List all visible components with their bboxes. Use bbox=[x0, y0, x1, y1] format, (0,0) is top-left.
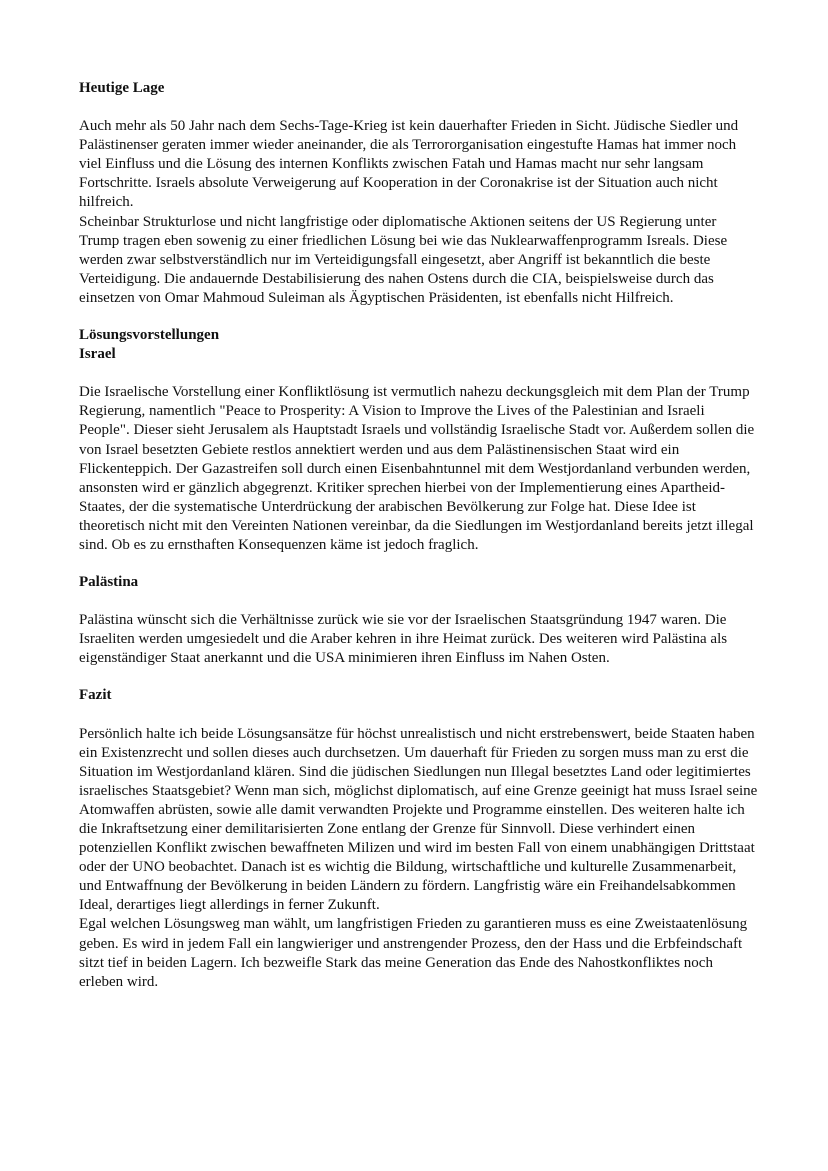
section-heading-loesungsvorstellungen: Lösungsvorstellungen bbox=[79, 327, 220, 344]
paragraph-fazit-2: Egal welchen Lösungsweg man wählt, um langfristigen Frieden zu garantieren muss es eine Zweistaatenlösung geben. Es wird in jedem Fall ein langwieriger und anstrengender Prozess, den der Hass und die Erbfeindschaft sitzt tief in beiden Lagern. Ich bezweifle Stark das meine Generation das Ende des Nahostkonfliktes noch erleben wird. bbox=[79, 916, 748, 990]
paragraph-israel: Die Israelische Vorstellung einer Konfliktlösung ist vermutlich nahezu deckungsgleich mit dem Plan der Trump Regierung, namentlich "Peace to Prosperity: A Vision to Improve the Lives of the Palestinian and Israeli People". Dieser sieht Jerusalem als Hauptstadt Israels und vollständig Israelische Stadt vor. Außerdem sollen die von Israel besetzten Gebiete restlos annektiert werden und aus dem Palästinensischen Staat wird ein Flickenteppich. Der Gazastreifen soll durch einen Eisenbahntunnel mit dem Westjordanland verbunden werden, ansonsten wird er gänzlich abgegrenzt. Kritiker sprechen hierbei von der Implementierung eines Apartheid-Staates, der die systematische Unterdrückung der arabischen Bevölkerung zur Folge hat. Diese Idee ist theoretisch nicht mit den Vereinten Nationen vereinbar, da die Siedlungen im Westjordanland bereits jetzt illegal sind. Ob es zu ernsthaften Konsequenzen käme ist jedoch fraglich. bbox=[79, 384, 755, 553]
document-body bbox=[79, 79, 759, 992]
section-heading-palaestina: Palästina bbox=[79, 574, 139, 591]
paragraph-palaestina: Palästina wünscht sich die Verhältnisse zurück wie sie vor der Israelischen Staatsgründung 1947 waren. Die Israeliten werden umgesiedelt und die Araber kehren in ihre Heimat zurück. Des weiteren wird Palästina als eigenständiger Staat anerkannt und die USA minimieren ihren Einfluss im Nahen Osten. bbox=[79, 612, 728, 667]
paragraph-fazit-1: Persönlich halte ich beide Lösungsansätze für höchst unrealistisch und nicht erstrebenswert, beide Staaten haben ein Existenzrecht und sollen dieses auch durchsetzen. Um dauerhaft für Frieden zu sorgen muss man zu erst die Situation im Westjordanland klären. Sind die jüdischen Siedlungen nun Illegal besetztes Land oder legitimiertes israelisches Staatsgebiet? Wenn man sich, möglichst diplomatisch, auf eine Grenze geeinigt hat muss Israel seine Atomwaffen abrüsten, sowie alle damit verwandten Projekte und Programme einstellen. Des weiteren halte ich die Inkraftsetzung einer demilitarisierten Zone entlang der Grenze für Sinnvoll. Diese verhindert einen potenziellen Konflikt zwischen bewaffneten Milizen und wird im besten Fall von einem unabhängigen Drittstaat oder der UNO beobachtet. Danach ist es wichtig die Bildung, wirtschaftliche und kulturelle Zusammenarbeit, und Entwaffnung der Bevölkerung in beiden Ländern zu fördern. Langfristig wäre ein Freihandelsabkommen Ideal, derartiges liegt allerdings in ferner Zukunft. bbox=[79, 725, 758, 914]
paragraph-heutige-lage-2: Scheinbar Strukturlose und nicht langfristige oder diplomatische Aktionen seitens der US Regierung unter Trump tragen eben sowenig zu einer friedlichen Lösung bei wie das Nuklearwaffenprogramm Isreals. Diese werden zwar selbstverständlich nur im Verteidigungsfall eingesetzt, aber Angriff ist bekanntlich die beste Verteidigung. Die andauernde Destabilisierung des nahen Ostens durch die CIA, beispielsweise durch das einsetzen von Omar Mahmoud Suleiman als Ägyptischen Präsidenten, ist ebenfalls nicht Hilfreich. bbox=[79, 213, 728, 306]
paragraph-heutige-lage-1: Auch mehr als 50 Jahr nach dem Sechs-Tage-Krieg ist kein dauerhafter Frieden in Sicht. Jüdische Siedler und Palästinenser geraten immer wieder aneinander, die als Terrororganisation eingestufte Hamas hat immer noch viel Einfluss und die Lösung des internen Konflikts zwischen Fatah und Hamas macht nur sehr langsam Fortschritte. Israels absolute Verweigerung auf Kooperation in der Coronakrise ist der Situation auch nicht hilfreich. bbox=[79, 118, 739, 211]
section-heading-fazit: Fazit bbox=[79, 687, 112, 704]
subheading-israel: Israel bbox=[79, 346, 116, 363]
section-heading-heutige-lage: Heutige Lage bbox=[79, 80, 165, 96]
